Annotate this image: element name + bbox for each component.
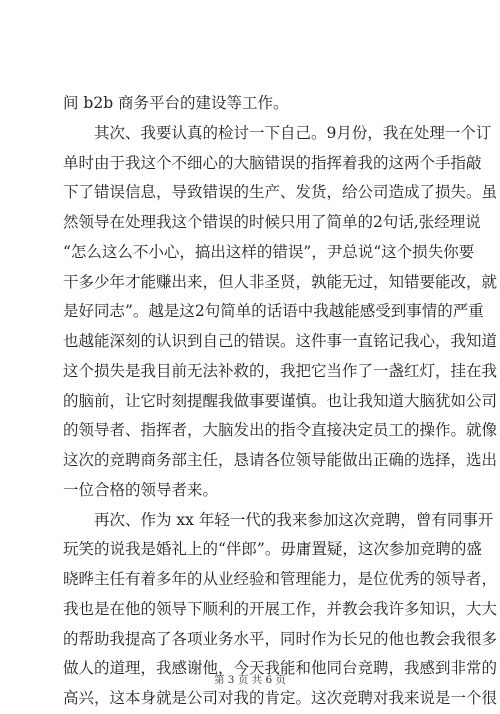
text-line: 的帮助我提高了各项业务水平，同时作为长兄的他也教会我很多 (63, 629, 498, 648)
text-line: 单时由于我这个不细心的大脑错误的指挥着我的这两个手指敲 (63, 153, 482, 172)
text-line: 晓晔主任有着多年的从业经验和管理能力，是位优秀的领导者， (63, 570, 498, 588)
page-number: 第 3 页 共 6 页 (213, 674, 287, 686)
text-line: 然领导在处理我这个错误的时候只用了简单的2句话,张经理说 (63, 213, 481, 231)
text-line: 一位合格的领导者来。 (63, 480, 219, 499)
text-line: 也越能深刻的认识到自己的错误。这件事一直铭记我心，我知道 (63, 332, 498, 350)
text-line: 高兴，这本身就是公司对我的肯定。这次竞聘对我来说是一个很 (63, 689, 498, 707)
text-line: 间 b2b 商务平台的建设等工作。 (63, 94, 289, 112)
body-text (63, 89, 498, 714)
text-line: 是好同志”。越是这2句简单的话语中我越能感受到事情的严重 (63, 302, 484, 321)
text-line: 这次的竞聘商务部主任，恳请各位领导能做出正确的选择，选出 (63, 451, 498, 469)
text-line: 的领导者、指挥者，大脑发出的指令直接决定员工的操作。就像 (63, 421, 498, 440)
text-line: 再次、作为 xx 年轻一代的我来参加这次竞聘，曾有同事开 (63, 510, 494, 529)
text-line: 其次、我要认真的检讨一下自己。9月份，我在处理一个订 (63, 123, 492, 142)
text-line: “怎么这么不小心，搞出这样的错误”，尹总说“这个损失你要 (63, 242, 475, 261)
text-line: 做人的道理，我感谢他，今天我能和他同台竞聘，我感到非常的 (63, 659, 498, 678)
text-line: 我也是在他的领导下顺利的开展工作，并教会我许多知识，大大 (63, 599, 498, 618)
text-line: 玩笑的说我是婚礼上的“伴郎”。毋庸置疑，这次参加竞聘的盛 (63, 540, 482, 559)
text-line: 下了错误信息，导致错误的生产、发货，给公司造成了损失。虽 (63, 183, 498, 202)
text-line: 干多少年才能赚出来，但人非圣贤，孰能无过，知错要能改，就 (63, 272, 498, 291)
text-line: 这个损失是我目前无法补救的，我把它当作了一盏红灯，挂在我 (63, 361, 498, 380)
text-line: 的脑前，让它时刻提醒我做事要谨慎。也让我知道大脑犹如公司 (63, 391, 498, 410)
